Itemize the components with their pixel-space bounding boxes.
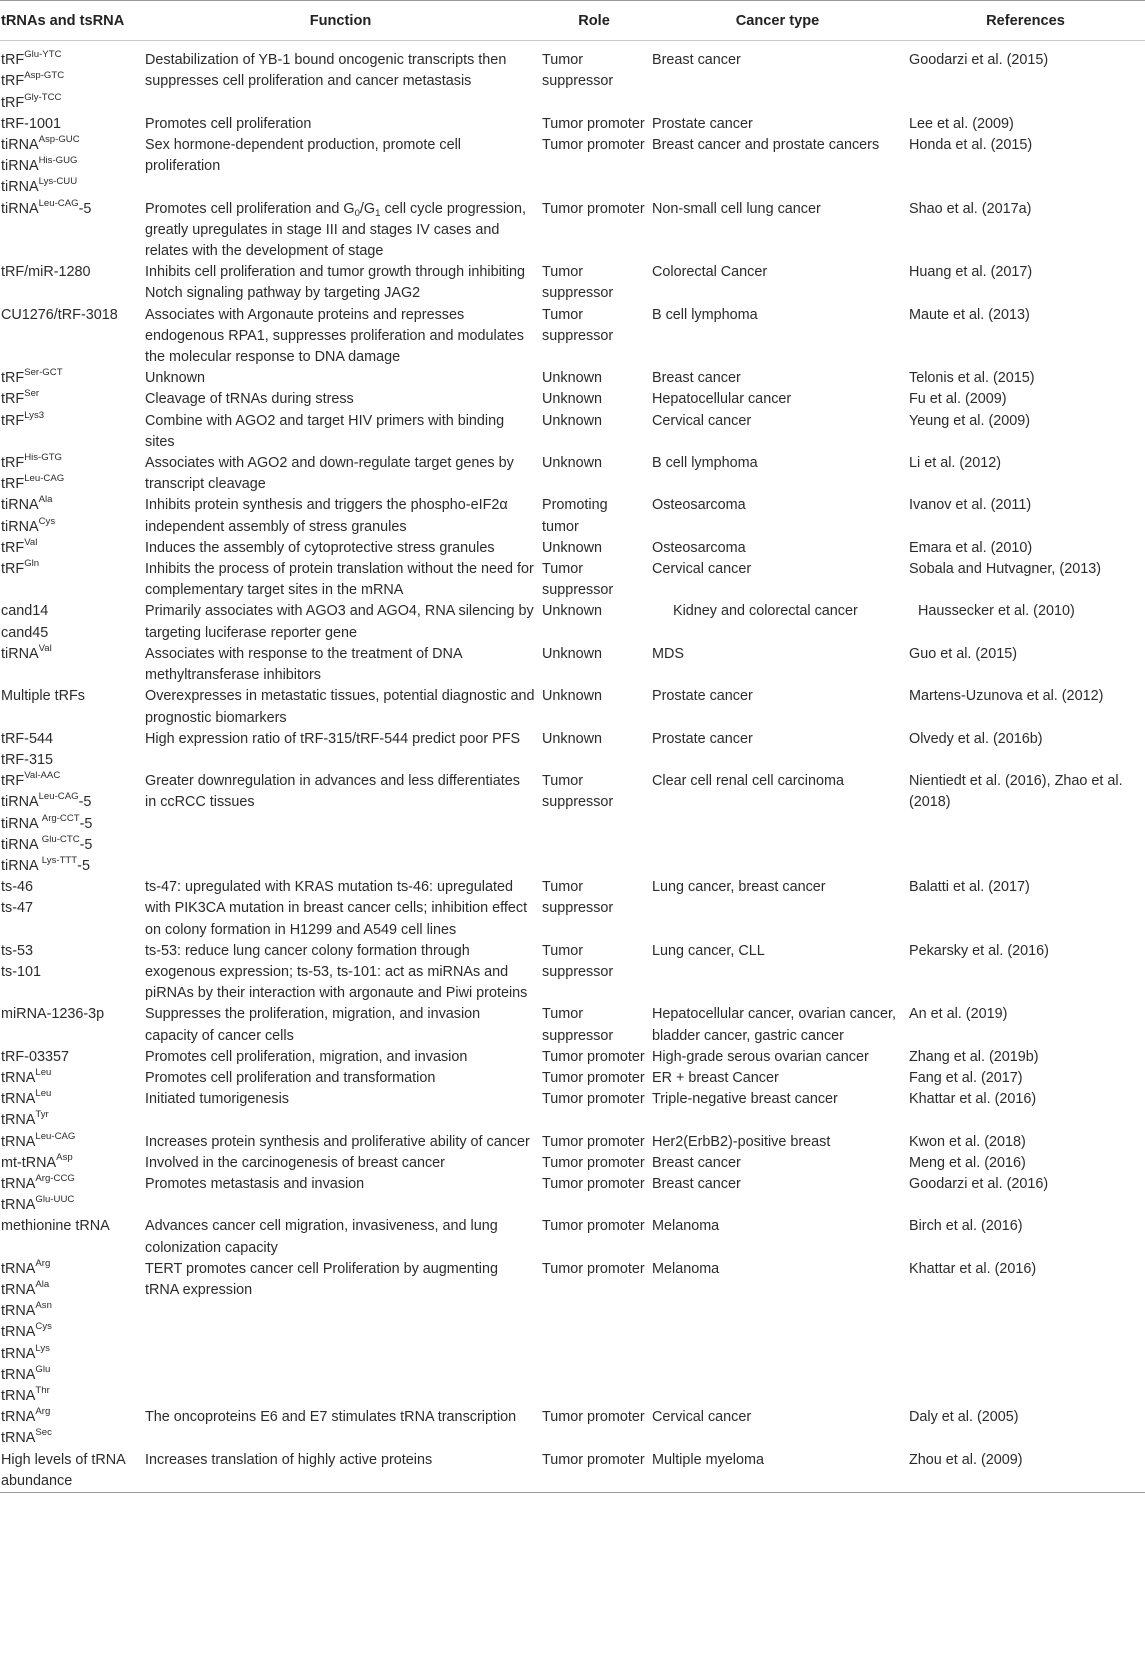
reference-cell: Nientiedt et al. (2016), Zhao et al. (2018) <box>909 773 1123 811</box>
trna-superscript: Leu-CAG <box>38 791 79 803</box>
cancer-type-cell: Lung cancer, CLL <box>652 942 765 959</box>
trna-name: tiRNA$^{Leu-CAG}$-5 <box>1 791 92 811</box>
trna-superscript: Leu-CAG <box>24 473 65 485</box>
reference-cell: Olvedy et al. (2016b) <box>909 730 1043 747</box>
role-cell: Unknown <box>542 455 602 472</box>
trna-name-cell <box>0 1259 142 1407</box>
trna-name: methionine tRNA <box>1 1218 110 1235</box>
trna-superscript: Thr <box>35 1385 50 1396</box>
cancer-type-cell: Prostate cancer <box>652 115 753 132</box>
trna-name: tRNA$^{Thr}$ <box>1 1385 50 1404</box>
table-row <box>0 1216 1145 1258</box>
table-row <box>0 559 1145 601</box>
table-row <box>0 305 1145 369</box>
cancer-type-cell: Prostate cancer <box>652 688 753 705</box>
role-cell: Unknown <box>542 412 602 429</box>
reference-cell: Khattar et al. (2016) <box>909 1091 1037 1108</box>
trna-superscript: Ala <box>38 494 53 506</box>
trna-name: tRF$^{Val-AAC}$ <box>1 770 61 790</box>
function-cell: Inhibits the process of protein translation without the need for complementary target sites in the mRNA <box>145 561 534 599</box>
cancer-type-cell: B cell lymphoma <box>652 455 758 472</box>
function-cell: Increases protein synthesis and proliferative ability of cancer <box>145 1133 530 1150</box>
trna-name: tiRNA$^{His-GUG}$ <box>1 155 78 175</box>
reference-cell: Meng et al. (2016) <box>909 1154 1026 1171</box>
trna-name-cell <box>0 538 142 559</box>
header-row <box>0 1 1145 41</box>
trna-superscript: Leu <box>35 1088 52 1100</box>
cancer-type-cell: Osteosarcoma <box>652 497 746 514</box>
role-cell: Unknown <box>542 688 602 705</box>
trna-name-cell <box>0 1068 142 1089</box>
function-cell: TERT promotes cancer cell Proliferation by augmenting tRNA expression <box>145 1260 499 1298</box>
table-row <box>0 114 1145 135</box>
function-cell: Advances cancer cell migration, invasiveness, and lung colonization capacity <box>145 1218 498 1256</box>
trna-superscript: Asp-GTC <box>24 70 65 82</box>
header-references: References <box>906 1 1145 41</box>
function-cell: ts-47: upregulated with KRAS mutation ts-46: upregulated with PIK3CA mutation in breast cancer cells; inhibition effect on colony formation in H1299 and A549 cell lines <box>145 879 528 938</box>
role-cell: Unknown <box>542 603 602 620</box>
reference-cell: Fang et al. (2017) <box>909 1069 1023 1086</box>
role-cell: Tumor promoter <box>542 1091 645 1108</box>
header-role: Role <box>539 1 649 41</box>
trna-name-cell <box>0 368 142 389</box>
trna-superscript: Ser-GCT <box>24 367 63 379</box>
table-row <box>0 877 1145 941</box>
table-row <box>0 199 1145 263</box>
cancer-type-cell: Triple-negative breast cancer <box>652 1091 838 1108</box>
trna-name: ts-47 <box>1 900 33 917</box>
cancer-type-cell: B cell lymphoma <box>652 306 758 323</box>
reference-cell: Yeung et al. (2009) <box>909 412 1031 429</box>
trna-superscript: Cys <box>38 515 56 527</box>
trna-name: tRF$^{Ser-GCT}$ <box>1 367 63 387</box>
table-row <box>0 601 1145 643</box>
trna-superscript: Leu <box>35 1066 52 1078</box>
trna-name: tRNA$^{Asn}$ <box>1 1300 52 1320</box>
table-row <box>0 538 1145 559</box>
table-row <box>0 729 1145 771</box>
trna-name: tRF$^{Ser}$ <box>1 388 40 408</box>
table-row <box>0 368 1145 389</box>
table-row <box>0 389 1145 410</box>
function-cell: Increases translation of highly active proteins <box>142 1450 539 1493</box>
cancer-type-cell: Melanoma <box>652 1218 720 1235</box>
reference-cell: Emara et al. (2010) <box>909 539 1033 556</box>
role-cell: Tumor promoter <box>542 115 645 132</box>
trna-name-cell <box>0 411 142 453</box>
table-row <box>0 41 1145 114</box>
cancer-type-cell: ER + breast Cancer <box>652 1069 779 1086</box>
function-subscript: 1 <box>375 207 381 219</box>
trna-superscript: Asp <box>56 1151 73 1163</box>
role-cell: Tumor suppressor <box>542 306 614 344</box>
trna-name: tiRNA $^{Glu-CTC}$-5 <box>1 833 93 853</box>
role-cell: Tumor suppressor <box>542 264 614 302</box>
function-cell: Cleavage of tRNAs during stress <box>145 391 354 408</box>
reference-cell: Birch et al. (2016) <box>909 1218 1023 1235</box>
function-cell: Associates with Argonaute proteins and represses endogenous RPA1, suppresses proliferation and modulates the molecular response to DNA damage <box>145 306 524 366</box>
trna-name-cell <box>0 389 142 410</box>
trna-name: tiRNA $^{Lys-TTT}$-5 <box>1 854 90 874</box>
cancer-type-cell: Cervical cancer <box>652 1409 752 1426</box>
trna-name-cell <box>0 262 142 304</box>
trna-name-cell <box>0 877 142 941</box>
cancer-type-cell: Osteosarcoma <box>652 539 746 556</box>
reference-cell: Ivanov et al. (2011) <box>909 497 1032 514</box>
trna-name: tiRNA$^{Leu-CAG}$-5 <box>1 197 92 217</box>
cancer-type-cell: Colorectal Cancer <box>652 264 768 281</box>
trna-name-cell <box>0 1153 142 1174</box>
cancer-type-cell: Cervical cancer <box>652 561 752 578</box>
table-row <box>0 411 1145 453</box>
role-cell: Tumor promoter <box>542 1409 645 1426</box>
trna-name: tRF$^{Gly-TCC}$ <box>1 91 62 111</box>
function-cell: Combine with AGO2 and target HIV primers with binding sites <box>145 412 505 450</box>
trna-name: CU1276/tRF-3018 <box>1 306 118 323</box>
reference-cell: Martens-Uzunova et al. (2012) <box>909 688 1104 705</box>
function-cell: Primarily associates with AGO3 and AGO4, RNA silencing by targeting luciferase reporter gene <box>145 603 534 641</box>
trna-name-cell <box>0 601 142 643</box>
table-row <box>0 1004 1145 1046</box>
role-cell: Promoting tumor <box>542 497 608 535</box>
function-cell: Inhibits protein synthesis and triggers the phospho-eIF2α independent assembly of stress granules <box>145 497 508 535</box>
table-row <box>0 644 1145 686</box>
table-row <box>0 1047 1145 1068</box>
trna-name-cell <box>0 495 142 537</box>
trna-name-cell <box>0 686 142 728</box>
role-cell: Unknown <box>542 370 602 387</box>
role-cell: Tumor promoter <box>542 1260 645 1277</box>
function-subscript: 0 <box>354 207 360 219</box>
trna-name: mt-tRNA$^{Asp}$ <box>1 1151 73 1171</box>
trna-superscript: Leu-CAG <box>38 197 79 209</box>
function-cell: Sex hormone-dependent production, promote cell proliferation <box>145 137 461 175</box>
trna-superscript: Tyr <box>35 1109 49 1121</box>
trna-superscript: Arg-CCG <box>35 1172 75 1184</box>
function-cell: ts-53: reduce lung cancer colony formation through exogenous expression; ts-53, ts-101: act as miRNAs and piRNAs by their interaction with argonaute and Piwi proteins <box>145 942 528 1002</box>
role-cell: Tumor suppressor <box>542 1006 614 1044</box>
trna-name: tRF$^{Gln}$ <box>1 558 40 578</box>
role-cell: Tumor promoter <box>542 137 645 154</box>
table-row <box>0 686 1145 728</box>
trna-superscript: His-GUG <box>38 155 78 167</box>
trna-name-cell <box>0 771 142 877</box>
trna-name: tRF-544 <box>1 730 53 747</box>
trna-name: tRNA$^{Tyr}$ <box>1 1109 49 1129</box>
trna-name: cand45 <box>1 624 49 641</box>
trna-name: High levels of tRNA abundance <box>1 1451 125 1489</box>
cancer-type-cell: Hepatocellular cancer <box>652 391 792 408</box>
table-row <box>0 771 1145 877</box>
trna-name: tRNA$^{Sec}$ <box>1 1427 52 1447</box>
table-row <box>0 495 1145 537</box>
cancer-type-cell: Hepatocellular cancer, ovarian cancer, bladder cancer, gastric cancer <box>652 1006 896 1044</box>
trna-superscript: Lys3 <box>24 409 45 421</box>
reference-cell: Huang et al. (2017) <box>909 264 1033 281</box>
reference-cell: Zhou et al. (2009) <box>906 1450 1145 1493</box>
cancer-type-cell: Multiple myeloma <box>649 1450 906 1493</box>
reference-cell: Lee et al. (2009) <box>909 115 1014 132</box>
trna-name: ts-46 <box>1 879 33 896</box>
trna-name: tiRNA$^{Val}$ <box>1 642 52 662</box>
trna-name: ts-53 <box>1 942 33 959</box>
reference-cell: Honda et al. (2015) <box>909 137 1033 154</box>
trna-superscript: Sec <box>35 1427 52 1439</box>
table-row <box>0 1407 1145 1449</box>
trna-superscript: Glu-YTC <box>24 49 62 61</box>
trna-name: tRNA$^{Glu-UUC}$ <box>1 1194 75 1214</box>
role-cell: Tumor promoter <box>542 200 645 217</box>
table-row <box>0 1259 1145 1407</box>
trna-superscript: Ala <box>35 1278 50 1290</box>
reference-cell: Sobala and Hutvagner, (2013) <box>909 561 1102 578</box>
cancer-type-cell: MDS <box>652 645 684 662</box>
table-row <box>0 453 1145 495</box>
trna-name: tRF$^{His-GTG}$ <box>1 452 63 472</box>
trna-name: tiRNA$^{Lys-CUU}$ <box>1 176 78 196</box>
trna-name-cell <box>0 1004 142 1046</box>
trna-name: tiRNA$^{Cys}$ <box>1 515 56 535</box>
role-cell: Tumor promoter <box>539 1450 649 1493</box>
trna-superscript: Lys-TTT <box>41 854 78 866</box>
function-cell: Associates with response to the treatment of DNA methyltransferase inhibitors <box>145 645 462 684</box>
trna-name: tRNA$^{Arg-CCG}$ <box>1 1172 75 1192</box>
role-cell: Unknown <box>542 391 602 408</box>
trna-superscript: Glu <box>35 1363 51 1375</box>
cancer-type-cell: Non-small cell lung cancer <box>652 200 821 217</box>
trna-name-cell <box>0 729 142 771</box>
cancer-type-cell: High-grade serous ovarian cancer <box>652 1048 869 1065</box>
trna-superscript: Arg-CCT <box>41 812 80 824</box>
cancer-type-cell: Her2(ErbB2)-positive breast <box>652 1133 831 1150</box>
cancer-type-cell: Cervical cancer <box>652 412 752 429</box>
role-cell: Tumor suppressor <box>542 942 614 980</box>
function-cell: Promotes cell proliferation, migration, and invasion <box>145 1048 468 1065</box>
role-cell: Unknown <box>542 645 602 662</box>
cancer-type-cell: Breast cancer <box>652 52 741 69</box>
reference-cell: Shao et al. (2017a) <box>909 200 1032 217</box>
trna-superscript: Gly-TCC <box>24 91 62 103</box>
cancer-type-cell: Breast cancer <box>652 1154 741 1171</box>
function-cell: Initiated tumorigenesis <box>145 1091 289 1108</box>
trna-superscript: Glu-CTC <box>41 833 80 845</box>
trna-name-cell <box>0 644 142 686</box>
table-row <box>0 262 1145 304</box>
function-cell: Induces the assembly of cytoprotective stress granules <box>145 539 495 556</box>
trna-superscript: Arg <box>35 1257 51 1269</box>
cancer-type-cell: Clear cell renal cell carcinoma <box>652 773 844 790</box>
function-cell: Promotes cell proliferation <box>145 115 312 132</box>
function-cell: Promotes cell proliferation and $G_0/G_1$ cell cycle progression, greatly upregulates in stage III and stages IV cases and relates with the development of stage <box>145 200 527 260</box>
trna-superscript: Lys-CUU <box>38 176 78 188</box>
trna-name-cell <box>0 1089 142 1131</box>
trna-name: tRF-315 <box>1 751 53 768</box>
reference-cell: An et al. (2019) <box>909 1006 1008 1023</box>
trna-name-cell <box>0 1132 142 1153</box>
reference-cell: Maute et al. (2013) <box>909 306 1030 323</box>
trna-name-cell <box>0 199 142 263</box>
trna-name: tRF$^{Asp-GTC}$ <box>1 70 65 90</box>
trna-name-cell <box>0 1174 142 1216</box>
role-cell: Tumor suppressor <box>542 879 614 917</box>
reference-cell: Zhang et al. (2019b) <box>909 1048 1039 1065</box>
trna-superscript: Cys <box>35 1321 52 1333</box>
trna-name: Multiple tRFs <box>1 688 85 705</box>
function-cell: Overexpresses in metastatic tissues, potential diagnostic and prognostic biomarkers <box>145 688 535 726</box>
role-cell: Tumor promoter <box>542 1218 645 1235</box>
role-cell: Tumor promoter <box>542 1154 645 1171</box>
trna-name-cell <box>0 941 142 1005</box>
table-row <box>0 1450 1145 1493</box>
function-cell: Involved in the carcinogenesis of breast cancer <box>145 1154 445 1171</box>
trna-superscript: Asn <box>35 1300 52 1312</box>
role-cell: Tumor suppressor <box>542 561 614 599</box>
trna-name: tRNA$^{Leu-CAG}$ <box>1 1130 76 1150</box>
trna-name-cell <box>0 453 142 495</box>
function-cell: The oncoproteins E6 and E7 stimulates tRNA transcription <box>145 1409 517 1426</box>
table-row <box>0 1089 1145 1131</box>
trna-name-cell <box>0 41 142 114</box>
trna-name: tRNA$^{Glu}$ <box>1 1363 51 1383</box>
table-row <box>0 1132 1145 1153</box>
trna-name: ts-101 <box>1 963 41 980</box>
trna-name-cell <box>0 1450 142 1493</box>
reference-cell: Guo et al. (2015) <box>909 645 1017 662</box>
reference-cell: Pekarsky et al. (2016) <box>909 942 1049 959</box>
function-cell: Destabilization of YB-1 bound oncogenic transcripts then suppresses cell proliferation and cancer metastasis <box>145 52 507 90</box>
trna-name: tRF$^{Val}$ <box>1 536 38 556</box>
trna-name: tRNA$^{Arg}$ <box>1 1406 51 1426</box>
table-body <box>0 41 1145 1493</box>
trna-name-cell <box>0 559 142 601</box>
role-cell: Tumor promoter <box>542 1175 645 1192</box>
function-cell: Promotes metastasis and invasion <box>145 1175 365 1192</box>
function-cell: High expression ratio of tRF-315/tRF-544 predict poor PFS <box>145 730 521 747</box>
header-cancer-type: Cancer type <box>649 1 906 41</box>
reference-cell: Kwon et al. (2018) <box>909 1133 1026 1150</box>
trna-name-cell <box>0 1047 142 1068</box>
trna-name-cell <box>0 1216 142 1258</box>
role-cell: Tumor promoter <box>542 1133 645 1150</box>
table-row <box>0 1174 1145 1216</box>
trna-name: tRF-1001 <box>1 115 61 132</box>
reference-cell: Balatti et al. (2017) <box>909 879 1030 896</box>
trna-name: tiRNA$^{Ala}$ <box>1 494 53 514</box>
role-cell: Unknown <box>542 730 602 747</box>
reference-cell: Goodarzi et al. (2016) <box>909 1175 1049 1192</box>
cancer-type-cell: Prostate cancer <box>652 730 753 747</box>
role-cell: Unknown <box>542 539 602 556</box>
table-row <box>0 1068 1145 1089</box>
cancer-type-cell: Breast cancer <box>652 1175 741 1192</box>
trna-name: miRNA-1236-3p <box>1 1006 105 1023</box>
trna-name: tRF/miR-1280 <box>1 264 91 281</box>
trna-name: tiRNA $^{Arg-CCT}$-5 <box>1 812 93 832</box>
table-row <box>0 1153 1145 1174</box>
trna-name: tRNA$^{Arg}$ <box>1 1257 51 1277</box>
trna-name: tRNA$^{Lys}$ <box>1 1342 50 1362</box>
trna-superscript: Leu-CAG <box>35 1130 76 1142</box>
cancer-type-cell: Kidney and colorectal cancer <box>673 603 858 620</box>
trna-name: tRNA$^{Ala}$ <box>1 1278 50 1298</box>
trna-superscript: Arg <box>35 1406 51 1418</box>
trna-name: tRF$^{Glu-YTC}$ <box>1 49 62 69</box>
table-row <box>0 135 1145 199</box>
reference-cell: Telonis et al. (2015) <box>909 370 1035 387</box>
trna-superscript: Asp-GUC <box>38 134 80 146</box>
trna-name: tRNA$^{Leu}$ <box>1 1088 52 1108</box>
function-cell: Greater downregulation in advances and less differentiates in ccRCC tissues <box>145 773 520 811</box>
function-cell: Inhibits cell proliferation and tumor growth through inhibiting Notch signaling pathway by targeting JAG2 <box>145 264 525 302</box>
trna-name-cell <box>0 114 142 135</box>
reference-cell: Haussecker et al. (2010) <box>918 603 1075 620</box>
trna-name-cell <box>0 135 142 199</box>
trna-superscript: Ser <box>24 388 40 400</box>
trna-name: tiRNA$^{Asp-GUC}$ <box>1 134 80 154</box>
trna-superscript: Gln <box>24 558 40 570</box>
trna-name: tRF-03357 <box>1 1048 69 1065</box>
function-cell: Promotes cell proliferation and transformation <box>145 1069 436 1086</box>
function-cell: Unknown <box>145 370 205 387</box>
reference-cell: Li et al. (2012) <box>909 455 1001 472</box>
reference-cell: Goodarzi et al. (2015) <box>909 52 1049 69</box>
role-cell: Tumor suppressor <box>542 52 614 90</box>
trna-superscript: Lys <box>35 1342 50 1354</box>
table-row <box>0 941 1145 1005</box>
trna-name-cell <box>0 1407 142 1449</box>
cancer-type-cell: Breast cancer and prostate cancers <box>652 137 880 154</box>
reference-cell: Daly et al. (2005) <box>909 1409 1019 1426</box>
trna-superscript: His-GTG <box>24 452 63 464</box>
reference-cell: Fu et al. (2009) <box>909 391 1007 408</box>
trna-name: tRNA$^{Leu}$ <box>1 1066 52 1086</box>
role-cell: Tumor suppressor <box>542 773 614 811</box>
function-cell: Associates with AGO2 and down-regulate target genes by transcript cleavage <box>145 455 514 493</box>
role-cell: Tumor promoter <box>542 1069 645 1086</box>
trna-name: cand14 <box>1 603 49 620</box>
header-trnas: tRNAs and tsRNA <box>0 1 142 41</box>
trna-superscript: Val <box>38 642 52 654</box>
trna-superscript: Val-AAC <box>24 770 61 782</box>
cancer-type-cell: Breast cancer <box>652 370 741 387</box>
function-cell: Suppresses the proliferation, migration, and invasion capacity of cancer cells <box>145 1006 481 1044</box>
trna-name-cell <box>0 305 142 369</box>
trna-superscript: Glu-UUC <box>35 1194 75 1206</box>
trna-name: tRNA$^{Cys}$ <box>1 1321 52 1341</box>
header-function: Function <box>142 1 539 41</box>
reference-cell: Khattar et al. (2016) <box>909 1260 1037 1277</box>
trna-name: tRF$^{Leu-CAG}$ <box>1 473 65 493</box>
cancer-type-cell: Lung cancer, breast cancer <box>652 879 826 896</box>
trna-superscript: Val <box>24 536 38 548</box>
cancer-type-cell: Melanoma <box>652 1260 720 1277</box>
role-cell: Tumor promoter <box>542 1048 645 1065</box>
trna-name: tRF$^{Lys3}$ <box>1 409 45 429</box>
